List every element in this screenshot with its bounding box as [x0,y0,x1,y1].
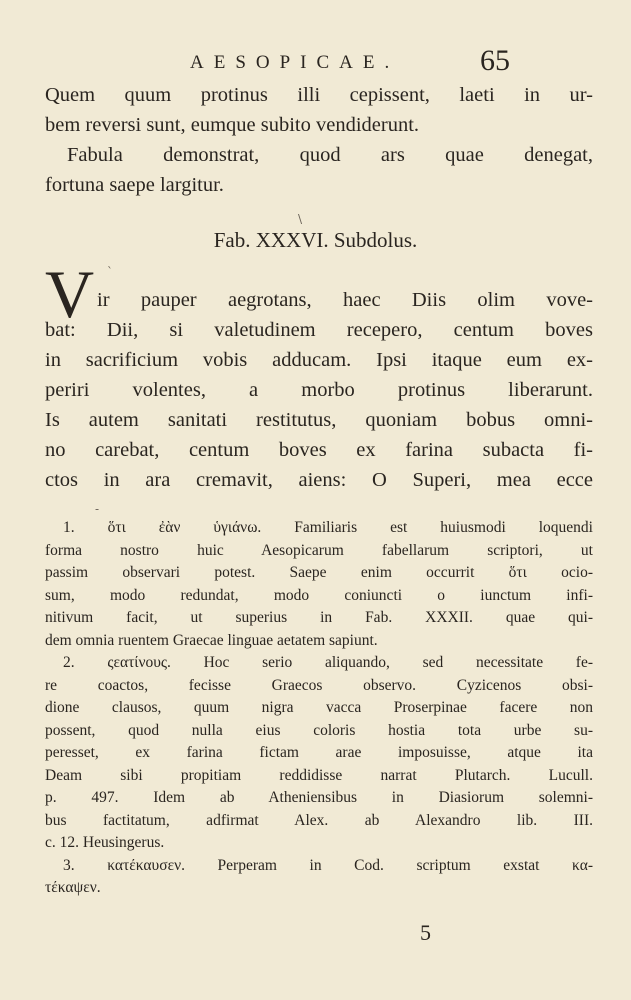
footnote-line: re coactos, fecisse Graecos observo. Cyzicenos obsi- [45,676,593,694]
footnote-line: τέκαψεν. [45,879,101,896]
moral-line: fortuna saepe largitur. [45,174,224,196]
previous-fable-ending [45,80,593,200]
page-number: 65 [480,44,510,77]
moral-line: Fabula demonstrat, quod ars quae denegat, [67,144,593,166]
text-line: Is autem sanitati restitutus, quoniam bobus omni- [45,409,593,431]
footnote-line: passim observari potest. Saepe enim occurrit ὅτι ocio- [45,564,593,581]
signature-mark: 5 [420,920,431,945]
footnote-line: forma nostro huic Aesopicarum fabellarum scriptori, ut [45,541,593,559]
text-line: periri volentes, a morbo protinus liberarunt. [45,379,593,401]
text-line: Quem quum protinus illi cepissent, laeti in ur- [45,84,593,106]
footnote-line: Deam sibi propitiam reddidisse narrat Plutarch. Lucull. [45,766,593,784]
footnote-line: 3. κατέκαυσεν. Perperam in Cod. scriptum exstat κα- [63,856,593,874]
text-line: ctos in ara cremavit, aiens: O Superi, mea ecce [45,469,593,491]
running-title: AESOPICAE. [190,52,400,73]
printer-mark: - [95,502,100,516]
footnote-line: dem omnia ruentem Graecae linguae aetatem sapiunt. [45,631,378,649]
footnote-line: nitivum facit, ut superius in Fab. XXXII. quae qui- [45,609,593,626]
footnote-line: peresset, ex farina fictam arae imposuisse, atque ita [45,744,593,761]
footnote-line: 2. ςεατίνους. Hoc serio aliquando, sed necessitate fe- [63,654,593,671]
printer-mark: \ [298,212,303,226]
footnote-line: dione clausos, quum nigra vacca Proserpinae facere non [45,699,593,716]
text-line: no carebat, centum boves ex farina subacta fi- [45,439,593,461]
footnote-line: sum, modo redundat, modo coniuncti o iunctum infi- [45,586,593,604]
footnote-line: p. 497. Idem ab Atheniensibus in Diasiorum solemni- [45,789,593,806]
footnote-line: 1. ὅτι ἐὰν ὑγιάνω. Familiaris est huiusmodi loquendi [63,519,593,536]
text-line: ir pauper aegrotans, haec Diis olim vove- [97,289,593,311]
fable-title: Fab. XXXVI. Subdolus. [213,228,418,252]
footnote-line: bus factitatum, adfirmat Alex. ab Alexandro lib. III. [45,811,593,829]
text-line: in sacrificium vobis adducam. Ipsi itaque eum ex- [45,349,593,371]
text-line: bat: Dii, si valetudinem recepero, centum boves [45,319,593,341]
drop-cap: V [45,256,95,332]
page-header [0,44,631,84]
footnote-line: possent, quod nulla eius coloris hostia tota urbe su- [45,721,593,739]
printer-mark: ` [107,265,113,279]
footnotes [45,517,593,900]
fable-text [45,285,593,495]
text-line: bem reversi sunt, eumque subito vendiderunt. [45,114,420,136]
footnote-line: c. 12. Heusingerus. [45,834,165,851]
